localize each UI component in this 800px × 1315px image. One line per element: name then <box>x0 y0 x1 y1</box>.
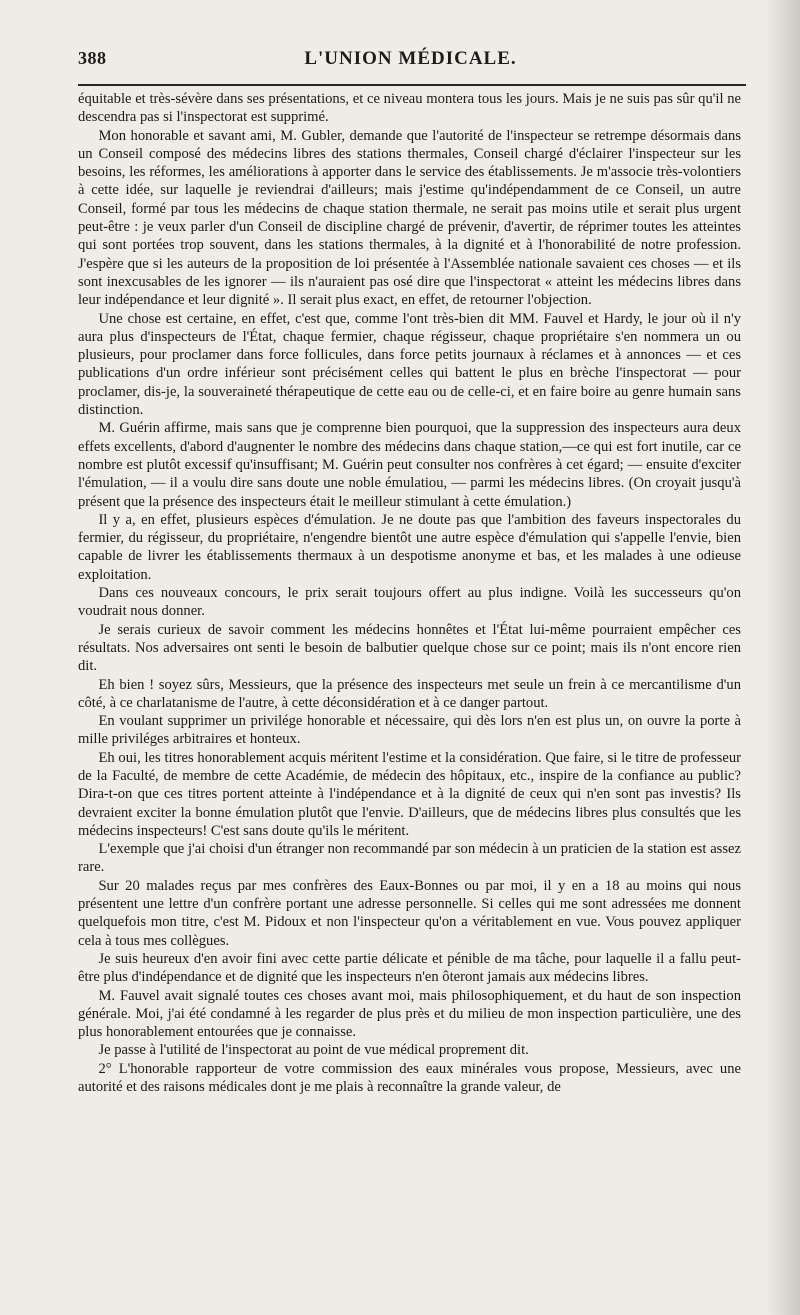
paragraph: Il y a, en effet, plusieurs espèces d'émulation. Je ne doute pas que l'ambition des faveurs inspectorales du fermier, du régisseur, du propriétaire, n'engendre bientôt une autre espèce d'émulation qui s'appelle l'envie, bien capable de livrer les établissements thermaux à un despotisme anonyme et bas, et les malades à une odieuse exploitation. <box>78 511 741 583</box>
paragraph: Dans ces nouveaux concours, le prix serait toujours offert au plus indigne. Voilà les successeurs qu'on voudrait nous donner. <box>78 585 741 620</box>
paragraph: Eh bien ! soyez sûrs, Messieurs, que la présence des inspecteurs met seule un frein à ce mercantilisme d'un côté, à ce charlatanisme de l'autre, à cette déconsidération et à ce danger partout. <box>78 676 741 711</box>
paragraph: 2° L'honorable rapporteur de votre commission des eaux minérales vous propose, Messieurs, avec une autorité et des raisons médicales dont je me plais à reconnaître la grande valeur, de <box>78 1060 741 1096</box>
running-title: L'UNION MÉDICALE. <box>304 48 517 69</box>
page-number: 388 <box>78 48 107 68</box>
paragraph: En voulant supprimer un privilége honorable et nécessaire, qui dès lors n'en est plus un, on ouvre la porte à mille priviléges arbitraires et honteux. <box>78 713 741 748</box>
paragraph: Eh oui, les titres honorablement acquis méritent l'estime et la considération. Que faire, si le titre de professeur de la Faculté, de membre de cette Académie, de médecin des hôpitaux, etc., inspire de la confiance au public? Dira-t-on que ces titres portent atteinte à l'indépendance et à la dignité de ceux qui n'en sont pas investis? Ils devraient exciter la bonne émulation plutôt que l'envie. D'ailleurs, que de médecins libres plus consultés que les médecins inspecteurs! C'est sans doute qu'ils le méritent. <box>78 749 741 839</box>
paragraph: L'exemple que j'ai choisi d'un étranger non recommandé par son médecin à un praticien de la station est assez rare. <box>78 841 741 876</box>
paragraph: Une chose est certaine, en effet, c'est que, comme l'ont très-bien dit MM. Fauvel et Hardy, le jour où il n'y aura plus d'inspecteurs de l'État, chaque fermier, chaque régisseur, chaque propriétaire s'en nommera un ou plusieurs, pour proclamer dans force follicules, dans force petits journaux à réclames et à annonces — et ces publications d'un ordre inférieur sont précisément celles qui battent le plus en brèche l'inspectorat — pour proclamer, dis-je, la souveraineté thérapeutique de cette eau ou de celle-ci, et en faire boire au genre humain sans distinction. <box>78 310 741 419</box>
article-body <box>78 90 741 1096</box>
paragraph: Je passe à l'utilité de l'inspectorat au point de vue médical proprement dit. <box>98 1042 529 1059</box>
paragraph: M. Guérin affirme, mais sans que je comprenne bien pourquoi, que la suppression des inspecteurs aura deux effets excellents, d'abord d'augnenter le nombre des médecins dans chaque station,—ce qui est fort inutile, car ce nombre est plutôt excessif qu'insuffisant; M. Guérin peut consulter nos confrères à cet égard; — ensuite d'exciter l'émulation, — il a voulu dire sans doute une noble émulatiou, — parmi les médecins libres. (On croyait jusqu'à présent que la présence des inspecteurs était le meilleur stimulant à cette émulation.) <box>78 420 741 510</box>
paragraph: M. Fauvel avait signalé toutes ces choses avant moi, mais philosophiquement, et du haut de son inspection générale. Moi, j'ai été condamné à les regarder de plus près et du milieu de mon inspection particulière, une des plus honorablement entourées que je connaisse. <box>78 987 741 1041</box>
header-rule <box>78 84 746 86</box>
paragraph: Je serais curieux de savoir comment les médecins honnêtes et l'État lui-même pourraient empêcher ces résultats. Nos adversaires ont senti le besoin de balbutier quelque chose sur ce point; mais ils n'ont encore rien dit. <box>78 621 741 675</box>
paragraph: Sur 20 malades reçus par mes confrères des Eaux-Bonnes ou par moi, il y en a 18 au moins qui nous présentent une lettre d'un confrère portant une adresse personnelle. Si celles qui me sont adressées me donnent quelquefois mon titre, c'est M. Pidoux et non l'inspecteur qu'on a véritablement en vue. Vous pouvez appliquer cela à tous mes collègues. <box>78 877 741 949</box>
paragraph: Je suis heureux d'en avoir fini avec cette partie délicate et pénible de ma tâche, pour laquelle il a fallu peut-être plus d'indépendance et de dignité que les inspecteurs n'en ôteront jamais aux médecins libres. <box>78 950 741 986</box>
page-header <box>78 48 743 78</box>
paragraph: équitable et très-sévère dans ses présentations, et ce niveau montera tous les jours. Mais je ne suis pas sûr qu'il ne descendra pas si l'inspectorat est supprimé. <box>78 91 741 126</box>
paragraph: Mon honorable et savant ami, M. Gubler, demande que l'autorité de l'inspecteur se retrempe désormais dans un Conseil composé des médecins libres des stations thermales, Conseil chargé d'éclairer l'inspecteur sur les besoins, les réformes, les améliorations à apporter dans le service des établissements. Je m'associe très-volontiers à cette idée, sur laquelle je reviendrai d'ailleurs; mais j'estime qu'indépendamment de ce Conseil, un autre Conseil, formé par tous les médecins de chaque station thermale, ne serait pas moins utile et serait plus urgent peut-être : je veux parler d'un Conseil de discipline chargé de prévenir, d'avertir, de réprimer toutes les atteintes qui sont portées trop souvent, dans les stations thermales, à la dignité et à l'honorabilité de notre profession. J'espère que si les auteurs de la proposition de loi présentée à l'Assemblée nationale savaient ces choses — et ils sont inexcusables de les ignorer — ils n'auraient pas osé dire que l'inspectorat « atteint les médecins libres dans leur indépendance et leur dignité ». Il serait plus exact, en effet, de retourner l'objection. <box>78 127 741 309</box>
